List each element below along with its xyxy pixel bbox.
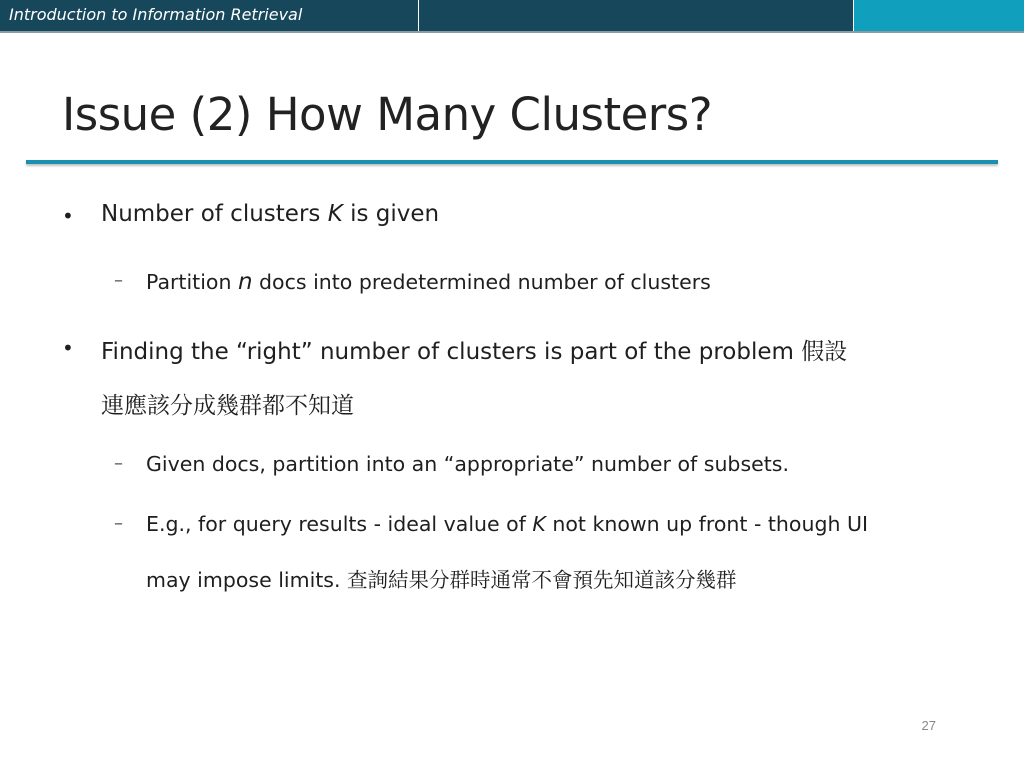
title-rule	[26, 160, 998, 164]
bullet-1	[101, 201, 439, 227]
bullet-2-line-1: Finding the “right” number of clusters is part of the problem 假設	[101, 339, 848, 365]
sub-bullet-dash: –	[114, 513, 123, 534]
header-bar	[0, 0, 1024, 33]
bullet-2-line-2: 連應該分成幾群都不知道	[101, 393, 354, 419]
slide-title: Issue (2) How Many Clusters?	[62, 88, 713, 141]
sub-bullet-1-variable-n: n	[237, 269, 253, 295]
sub-bullet-1-text-b: docs into predetermined number of clusters	[252, 270, 711, 294]
sub-bullet-3-line-1	[146, 512, 868, 536]
course-title: Introduction to Information Retrieval	[9, 5, 303, 24]
sub-bullet-1-text-a: Partition	[146, 270, 238, 294]
sub-bullet-3-text-b: not known up front - though UI	[545, 512, 869, 536]
page-number: 27	[921, 718, 936, 733]
sub-bullet-2: Given docs, partition into an “appropriate” number of subsets.	[146, 452, 789, 476]
sub-bullet-3-variable-k: K	[532, 512, 546, 536]
header-band-right	[854, 0, 1024, 31]
bullet-1-text-b: is given	[342, 201, 440, 227]
bullet-1-text-a: Number of clusters	[101, 201, 328, 227]
sub-bullet-3-text-a: E.g., for query results - ideal value of	[146, 512, 533, 536]
sub-bullet-dash: –	[114, 453, 123, 474]
bullet-dot: •	[62, 336, 74, 360]
sub-bullet-dash: –	[114, 270, 123, 291]
bullet-dot: •	[62, 204, 74, 228]
sub-bullet-1	[146, 269, 711, 295]
header-band-middle	[419, 0, 853, 31]
header-underline	[0, 31, 1024, 33]
sub-bullet-3-line-2: may impose limits. 查詢結果分群時通常不會預先知道該分幾群	[146, 568, 737, 592]
bullet-1-variable-k: K	[327, 201, 343, 227]
